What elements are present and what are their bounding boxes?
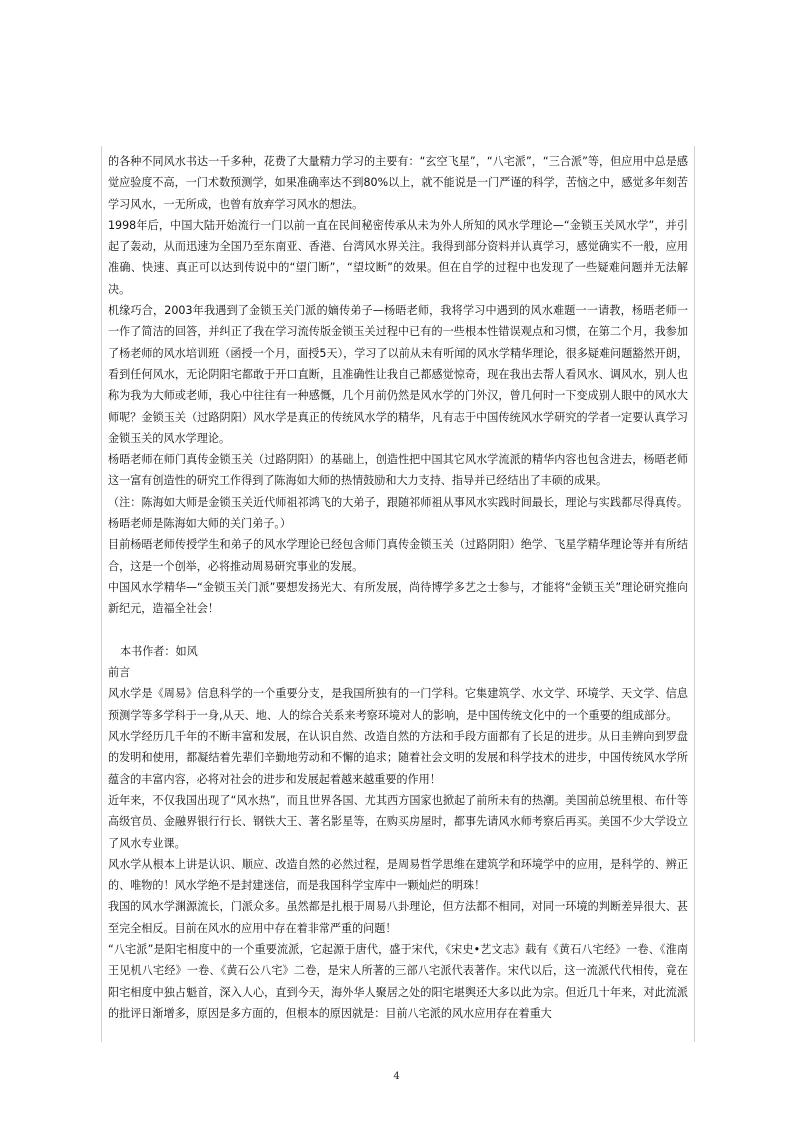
paragraph: 目前杨晤老师传授学生和弟子的风水学理论已经包含师门真传金锁玉关（过路阴阳）绝学、飞星学精华理论等并有所结合，这是一个创举，必将推动周易研究事业的发展。 xyxy=(108,538,688,573)
paragraph: （注：陈海如大师是金锁玉关近代师祖祁鸿飞的大弟子，跟随祁师祖从事风水实践时间最长，理论与实践都尽得真传。杨晤老师是陈海如大师的关门弟子。） xyxy=(108,495,688,531)
paragraph: 风水学经历几千年的不断丰富和发展，在认识自然、改造自然的方法和手段方面都有了长足的进步。从日圭辨向到罗盘的发明和使用，都凝结着先辈们辛勤地劳动和不懈的追求；随着社会文明的发展和科学技术的进步，中国传统风水学所蕴含的丰富内容，必将对社会的进步和发展起着越来越重要的作用！ xyxy=(108,730,688,786)
author-line: 本书作者：如风 xyxy=(120,644,198,658)
blank-line xyxy=(108,620,688,641)
paragraph: 的各种不同风水书达一千多种，花费了大量精力学习的主要有：“玄空飞星”，“八宅派”，“三合派”等，但应用中总是感觉应验度不高，一门术数预测学，如果准确率达不到80%以上，就不能说是一门严谨的科学，苦恼之中，感觉多年刻苦学习风水，一无所成，也曾有放弃学习风水的想法。 xyxy=(108,155,688,211)
paragraph: “八宅派”是阳宅相度中的一个重要流派，它起源于唐代，盛于宋代，《宋史•艺文志》载有《黄石八宅经》一卷、《淮南王见机八宅经》一卷、《黄石公八宅》二卷，是宋人所著的三部八宅派代表著作。宋代以后，这一流派代代相传，竟在阳宅相度中独占魁首，深入人心，直到今天，海外华人聚居之处的阳宅堪舆还大多以此为宗。但近几十年来，对此流派的批评日渐增多，原因是多方面的，但根本的原因就是：目前八宅派的风水应用存在着重大 xyxy=(108,942,688,1020)
paragraph: 风水学从根本上讲是认识、顺应、改造自然的必然过程，是周易哲学思维在建筑学和环境学中的应用，是科学的、辨正的、唯物的！风水学绝不是封建迷信，而是我国科学宝库中一颗灿烂的明珠！ xyxy=(108,857,688,893)
page-number: 4 xyxy=(393,1071,400,1082)
paragraph: 机缘巧合，2003年我遇到了金锁玉关门派的嫡传弟子—杨晤老师，我将学习中遇到的风水难题一一请教，杨晤老师一一作了简洁的回答，并纠正了我在学习流传版金锁玉关过程中已有的一些根本性错误观点和习惯，在第二个月，我参加了杨老师的风水培训班（函授一个月，面授5天），学习了以前从未有听闻的风水学精华理论，很多疑难问题豁然开朗，看到任何风水，无论阴阳宅都敢于开口直断，且准确性让我自己都感觉惊奇，现在我出去帮人看风水、调风水，别人也称为我为大师或老师，我心中往往有一种感慨，几个月前仍然是风水学的门外汉，曾几何时一下变成别人眼中的风水大师呢？金锁玉关（过路阴阳）风水学是真正的传统风水学的精华，凡有志于中国传统风水学研究的学者一定要认真学习金锁玉关的风水学理论。 xyxy=(108,304,688,445)
paragraph: 中国风水学精华—“金锁玉关门派”要想发扬光大、有所发展，尚待博学多艺之士参与，才能将“金锁玉关”理论研究推向新纪元，造福全社会！ xyxy=(108,580,688,616)
paragraph: 近年来，不仅我国出现了“风水热”，而且世界各国、尤其西方国家也掀起了前所未有的热潮。美国前总统里根、布什等高级官员、金融界银行行长、钢铁大王、著名影星等，在购买房屋时，都事先请风水师考察后再买。美国不少大学设立了风水专业课。 xyxy=(108,793,688,850)
section-title: 前言 xyxy=(108,666,131,680)
paragraph: 1998年后，中国大陆开始流行一门以前一直在民间秘密传承从未为外人所知的风水学理论—“金锁玉关风水学”，并引起了轰动，从而迅速为全国乃至东南亚、香港、台湾风水界关注。我得到部分资料并认真学习，感觉确实不一般，应用准确、快速、真正可以达到传说中的“望门断”，“望坟断”的效果。但在自学的过程中也发现了一些疑难问题并无法解决。 xyxy=(108,218,688,296)
paragraph: 我国的风水学渊源流长，门派众多。虽然都是扎根于周易八卦理论，但方法都不相同，对同一环境的判断差异很大、甚至完全相反。目前在风水的应用中存在着非常严重的问题！ xyxy=(108,900,688,935)
paragraph: 杨晤老师在师门真传金锁玉关（过路阴阳）的基础上，创造性把中国其它风水学流派的精华内容也包含进去，杨晤老师这一富有创造性的研究工作得到了陈海如大师的热情鼓励和大力支持、指导并已经结出了丰硕的成果。 xyxy=(108,453,688,488)
paragraph: 风水学是《周易》信息科学的一个重要分支，是我国所独有的一门学科。它集建筑学、水文学、环境学、天文学、信息预测学等多学科于一身,从天、地、人的综合关系来考察环境对人的影响，是中国传统文化中的一个重要的组成部分。 xyxy=(108,687,688,722)
page-body xyxy=(101,146,695,1042)
